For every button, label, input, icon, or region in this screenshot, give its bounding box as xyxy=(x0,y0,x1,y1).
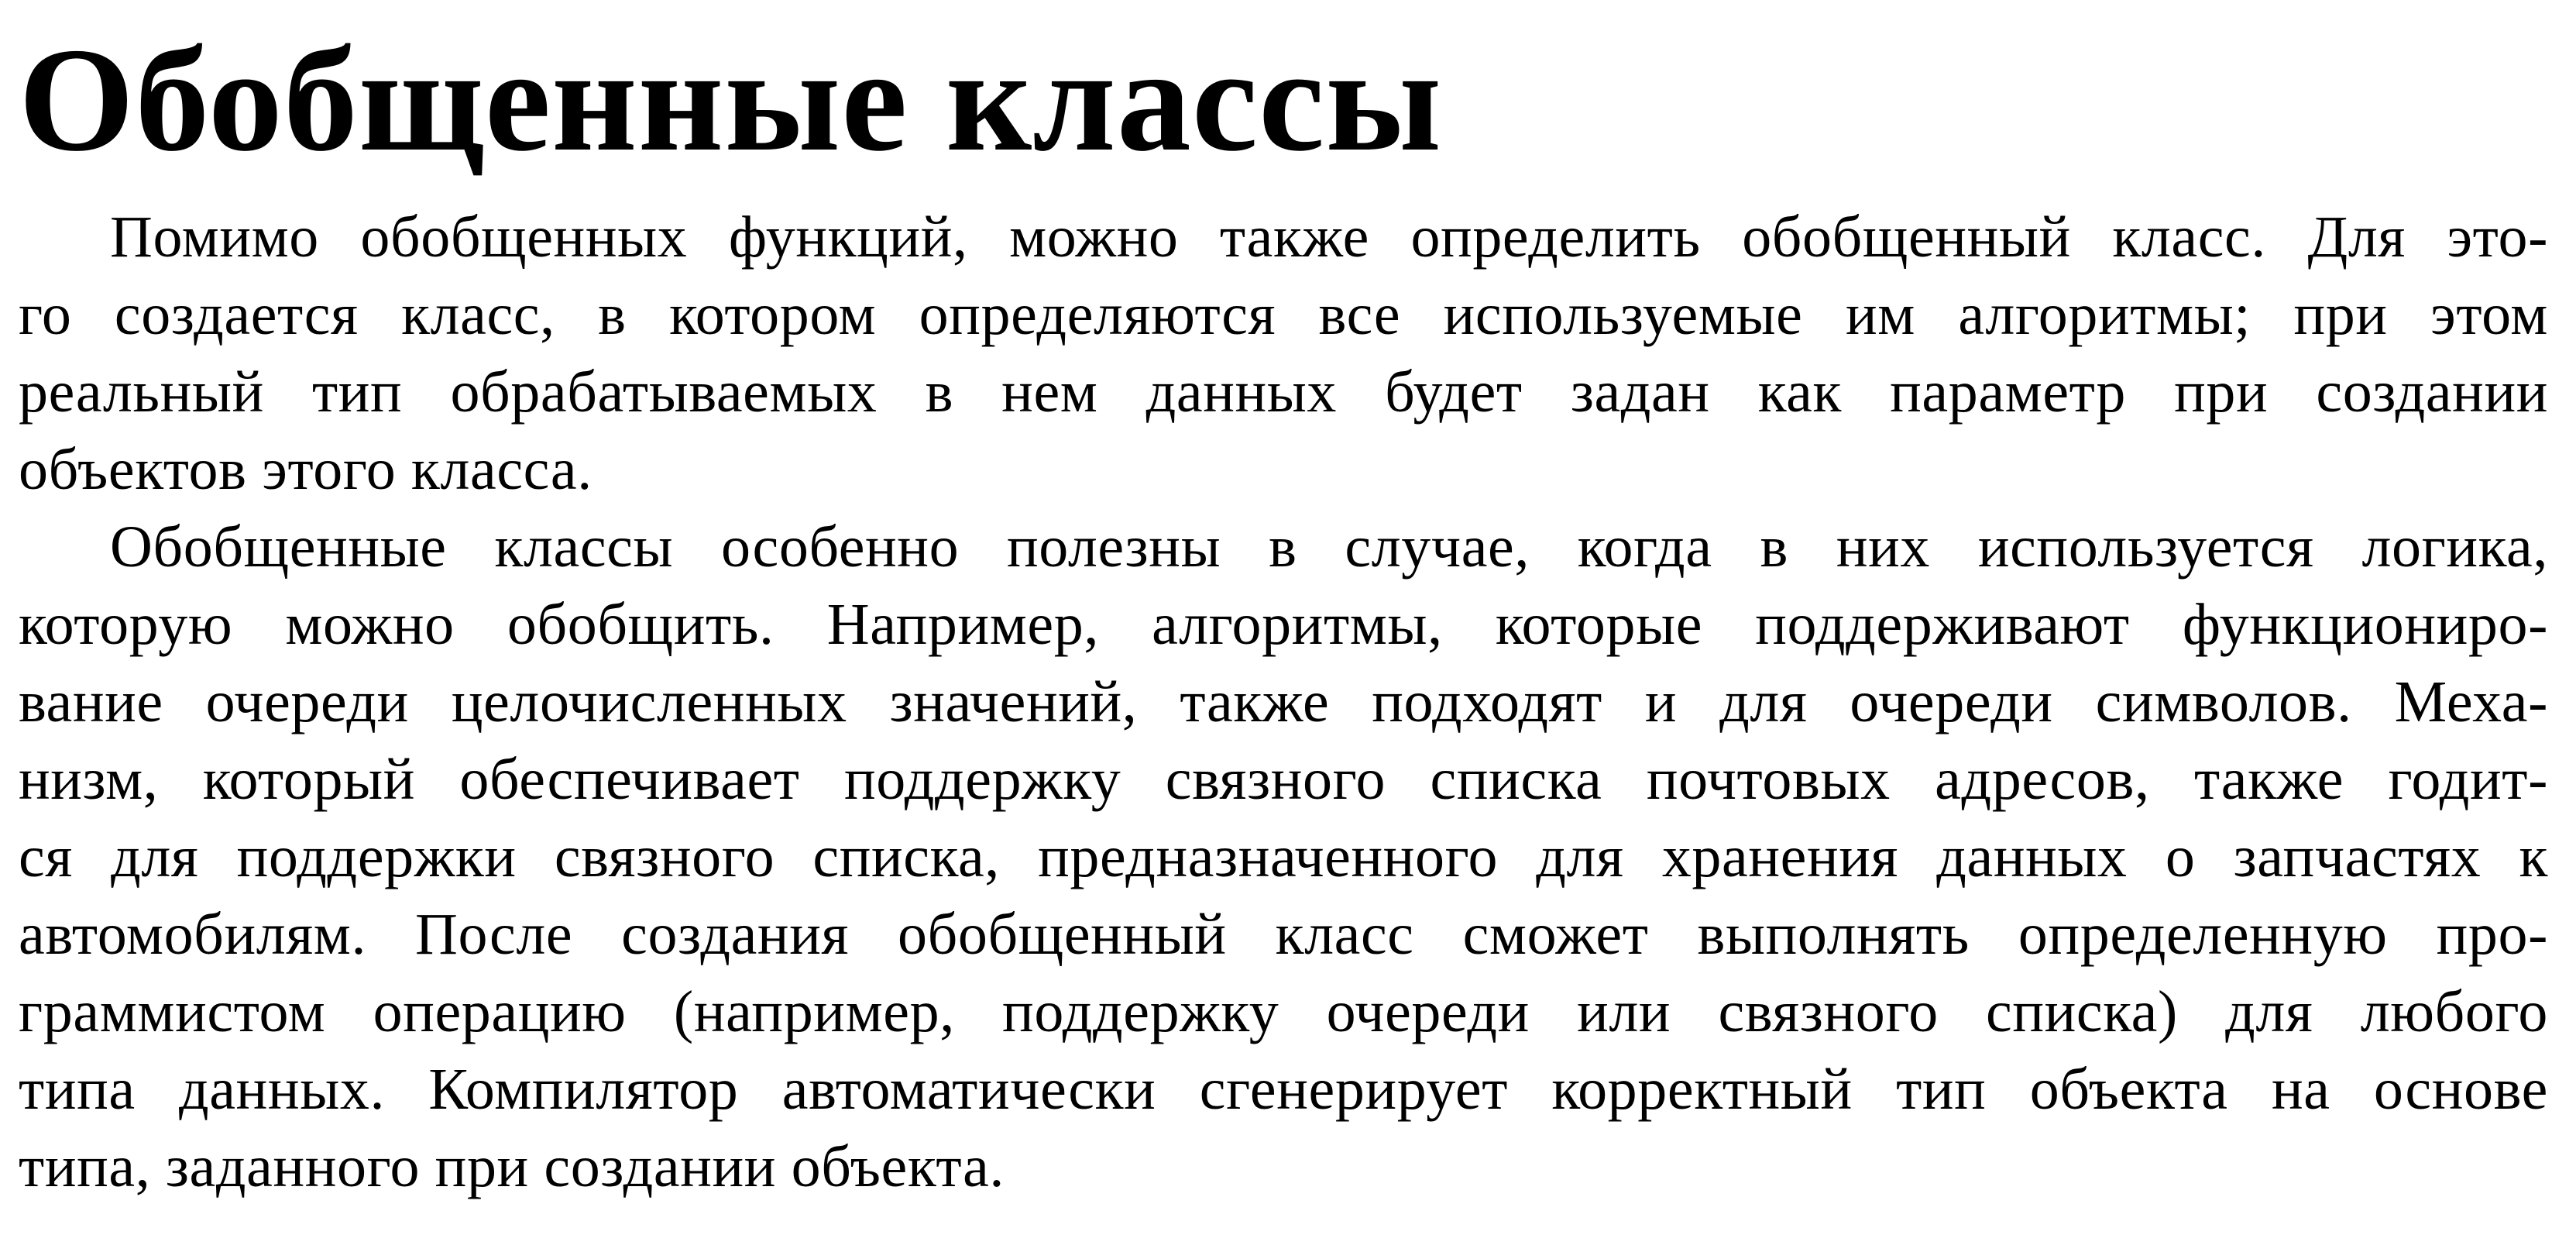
text-line: го создается класс, в котором определяются все используемые им алгоритмы; при этом xyxy=(19,282,2548,347)
paragraph-1 xyxy=(19,198,2548,508)
text-line: ся для поддержки связного списка, предназначенного для хранения данных о запчастях к xyxy=(19,824,2548,889)
text-line: которую можно обобщить. Например, алгоритмы, которые поддерживают функциониро- xyxy=(19,592,2548,657)
body-text xyxy=(19,198,2548,1206)
section-heading: Обобщенные классы xyxy=(19,17,1443,182)
text-line: объектов этого класса. xyxy=(19,437,592,502)
text-line: реальный тип обрабатываемых в нем данных будет задан как параметр при создании xyxy=(19,359,2548,425)
text-line: вание очереди целочисленных значений, также подходят и для очереди символов. Меха- xyxy=(19,669,2548,734)
text-line: типа данных. Компилятор автоматически сгенерирует корректный тип объекта на основе xyxy=(19,1057,2548,1122)
text-line: автомобилям. После создания обобщенный класс сможет выполнять определенную про- xyxy=(19,902,2548,967)
paragraph-2 xyxy=(19,508,2548,1206)
text-line: граммистом операцию (например, поддержку очереди или связного списка) для любого xyxy=(19,979,2548,1044)
text-line: Помимо обобщенных функций, можно также определить обобщенный класс. Для это- xyxy=(110,205,2548,270)
document-page xyxy=(19,11,2548,1206)
text-line: низм, который обеспечивает поддержку связного списка почтовых адресов, также годит- xyxy=(19,747,2548,812)
text-line: типа, заданного при создании объекта. xyxy=(19,1134,1005,1199)
text-line: Обобщенные классы особенно полезны в случае, когда в них используется логика, xyxy=(110,514,2548,580)
